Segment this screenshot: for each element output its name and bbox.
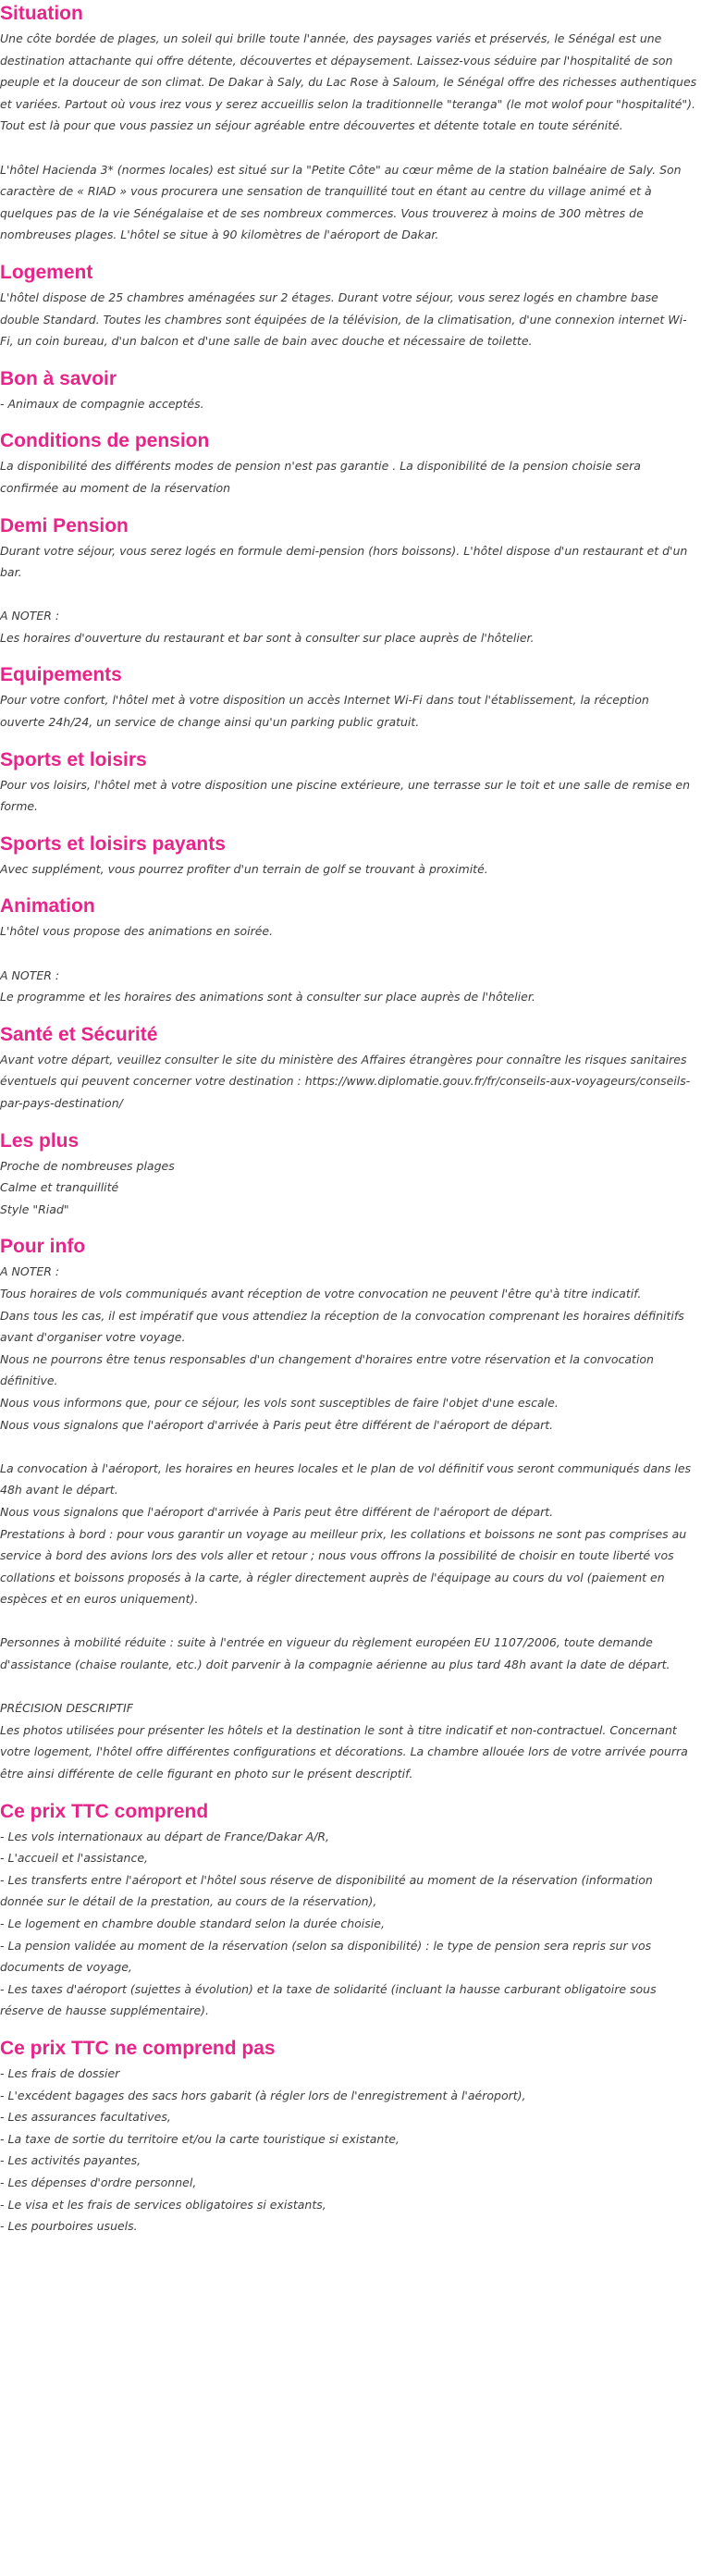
section-body (0, 540, 697, 649)
text-line: - L'excédent bagages des sacs hors gabarit (à régler lors de l'enregistrement à l'aéroport), (0, 2088, 526, 2102)
section-title: Bon à savoir (0, 367, 117, 389)
section-body (0, 1049, 697, 1115)
section-body (0, 287, 697, 352)
text-line: A NOTER : (0, 968, 60, 982)
section-spacer (0, 414, 697, 427)
text-line: - La taxe de sortie du territoire et/ou la carte touristique si existante, (0, 2131, 400, 2146)
section-title: Equipements (0, 664, 122, 686)
text-line: Calme et tranquillité (0, 1180, 119, 1195)
section-title: Ce prix TTC comprend (0, 1800, 209, 1822)
section-demi-pension (0, 512, 697, 662)
section-title: Pour info (0, 1236, 86, 1258)
text-line: - Les vols internationaux au départ de France/Dakar A/R, (0, 1829, 330, 1843)
section-spacer (0, 2022, 697, 2035)
text-line: Pour votre confort, l'hôtel met à votre disposition un accès Internet Wi-Fi dans tout l'établissement, la réception ouverte 24h/24, un service de change ainsi qu'un parking public gratuit. (0, 693, 649, 730)
text-line: Proche de nombreuses plages (0, 1158, 175, 1173)
text-line: Durant votre séjour, vous serez logés en formule demi-pension (hors boissons). L'hôtel dispose d'un restaurant et d'un bar. (0, 543, 688, 580)
section-title: Conditions de pension (0, 430, 210, 452)
section-body (0, 858, 697, 881)
text-line: L'hôtel Hacienda 3* (normes locales) est situé sur la "Petite Côte" au cœur même de la station balnéaire de Saly. Son caractère de « RIAD » vous procurera une sensation de tranquillité tout en étant au centre du village animé et à quelques pas de la vie Sénégalaise et de ses nombreux commerces. Vous trouverez à moins de 300 mètres de nombreuses plages. L'hôtel se situe à 90 kilomètres de l'aéroport de Dakar. (0, 162, 682, 242)
text-line: - Les dépenses d'ordre personnel, (0, 2175, 197, 2189)
section-sports-et-loisirs (0, 746, 697, 831)
text-line: - Les activités payantes, (0, 2153, 141, 2168)
section-situation (0, 0, 697, 259)
section-body (0, 774, 697, 818)
text-line: La convocation à l'aéroport, les horaires en heures locales et le plan de vol définitif vous seront communiqués dans les 48h avant le départ. (0, 1461, 692, 1498)
text-line: - Les frais de dossier (0, 2065, 120, 2080)
section-spacer (0, 1220, 697, 1233)
section-title: Sports et loisirs (0, 748, 147, 770)
section-spacer (0, 1115, 697, 1128)
text-line: - Le logement en chambre double standard selon la durée choisie, (0, 1917, 385, 1930)
section-title: Situation (0, 3, 83, 24)
section-body (0, 920, 697, 1007)
section-title: Santé et Sécurité (0, 1023, 158, 1045)
text-line: Style "Riad" (0, 1202, 69, 1216)
section-spacer (0, 733, 697, 746)
text-line: Les photos utilisées pour présenter les hôtels et la destination le sont à titre indicatif et non-contractuel. Concernant votre logement, l'hôtel offre différentes configurations et décorations. La chambre allouée lors de votre arrivée pourra être ainsi différente de celle figurant en photo sur le présent descriptif. (0, 1722, 688, 1781)
section-body (0, 2063, 697, 2237)
text-line: Nous ne pourrons être tenus responsables d'un changement d'horaires entre votre réservation et la convocation définitive. (0, 1351, 654, 1388)
section-body (0, 689, 697, 733)
text-line: La disponibilité des différents modes de pension n'est pas garantie . La disponibilité de la pension choisie sera confirmée au moment de la réservation (0, 459, 641, 495)
text-line: A NOTER : (0, 609, 60, 623)
text-line: Nous vous informons que, pour ce séjour, les vols sont susceptibles de faire l'objet d'une escale. (0, 1395, 559, 1410)
section-spacer (0, 1008, 697, 1021)
text-line: Nous vous signalons que l'aéroport d'arrivée à Paris peut être différent de l'aéroport de départ. (0, 1504, 554, 1519)
text-line: - Les pourboires usuels. (0, 2219, 138, 2234)
section-equipements (0, 661, 697, 746)
text-line: - Animaux de compagnie acceptés. (0, 396, 204, 411)
spacer (0, 137, 697, 159)
text-line: L'hôtel vous propose des animations en soirée. (0, 924, 274, 939)
spacer (0, 943, 697, 965)
section-spacer (0, 818, 697, 831)
text-line: - Le visa et les frais de services obligatoires si existants, (0, 2197, 326, 2212)
spacer (0, 1436, 697, 1458)
section-sante-et-securite (0, 1021, 697, 1128)
section-body (0, 393, 697, 415)
text-line: Avant votre départ, veuillez consulter le site du ministère des Affaires étrangères pour connaître les risques sanitaires éventuels qui peuvent concerner votre destination : https://www.diplomatie.gouv.fr/fr/conseils-aux-voyageurs/conseils-par-pays-destination/ (0, 1052, 691, 1110)
section-conditions-de-pension (0, 427, 697, 512)
spacer (0, 584, 697, 606)
section-title: Demi Pension (0, 514, 129, 536)
spacer (0, 1610, 697, 1633)
text-line: Dans tous les cas, il est impératif que vous attendiez la réception de la convocation comprenant les horaires définitifs avant d'organiser votre voyage. (0, 1308, 684, 1345)
section-body (0, 455, 697, 499)
text-line: Le programme et les horaires des animations sont à consulter sur place auprès de l'hôtelier. (0, 990, 535, 1005)
section-spacer (0, 880, 697, 893)
section-pour-info (0, 1233, 697, 1797)
text-line: Pour vos loisirs, l'hôtel met à votre disposition une piscine extérieure, une terrasse sur le toit et une salle de remise en forme. (0, 777, 691, 814)
text-line: - Les assurances facultatives, (0, 2110, 171, 2125)
section-title: Les plus (0, 1129, 80, 1152)
text-line: - Les taxes d'aéroport (sujettes à évolution) et la taxe de solidarité (incluant la hausse carburant obligatoire sous réserve de hausse supplémentaire). (0, 1981, 657, 2018)
section-sports-et-loisirs-payants (0, 831, 697, 894)
section-spacer (0, 1785, 697, 1798)
text-line: - Les transferts entre l'aéroport et l'hôtel sous réserve de disponibilité au moment de la réservation (information donnée sur le détail de la prestation, au cours de la réservation), (0, 1872, 653, 1909)
text-line: Avec supplément, vous pourrez profiter d'un terrain de golf se trouvant à proximité. (0, 861, 488, 876)
section-spacer (0, 499, 697, 512)
section-spacer (0, 246, 697, 259)
text-line: Nous vous signalons que l'aéroport d'arrivée à Paris peut être différent de l'aéroport de départ. (0, 1417, 554, 1432)
section-title: Logement (0, 261, 93, 283)
section-title: Animation (0, 895, 95, 918)
text-line: PRÉCISION DESCRIPTIF (0, 1701, 133, 1716)
section-ce-prix-ttc-ne-comprend-pas (0, 2035, 697, 2237)
section-spacer (0, 648, 697, 661)
section-les-plus (0, 1128, 697, 1234)
text-line: Prestations à bord : pour vous garantir un voyage au meilleur prix, les collations et boissons ne sont pas comprises au service à bord des avions lors des vols aller et retour ; nous vous offrons la possibilité de choisir en toute liberté vos collations et boissons proposés à la carte, à régler directement auprès de l'équipage au cours du vol (paiement en espèces et en euros uniquement). (0, 1526, 687, 1607)
section-ce-prix-ttc-comprend (0, 1798, 697, 2035)
section-title: Sports et loisirs payants (0, 832, 226, 855)
section-spacer (0, 352, 697, 365)
text-line: Personnes à mobilité réduite : suite à l'entrée en vigueur du règlement européen EU 1107/2006, toute demande d'assistance (chaise roulante, etc.) doit parvenir à la compagnie aérienne au plus tard 48h avant la date de départ. (0, 1635, 670, 1672)
section-bon-a-savoir (0, 365, 697, 428)
section-animation (0, 893, 697, 1020)
section-body (0, 1826, 697, 2022)
text-line: - L'accueil et l'assistance, (0, 1851, 148, 1866)
text-line: A NOTER : (0, 1264, 60, 1279)
text-line: Tous horaires de vols communiqués avant réception de votre convocation ne peuvent l'être qu'à titre indicatif. (0, 1286, 642, 1300)
section-body (0, 1155, 697, 1221)
section-logement (0, 259, 697, 365)
text-line: Une côte bordée de plages, un soleil qui brille toute l'année, des paysages variés et préservés, le Sénégal est une destination attachante qui offre détente, découvertes et dépaysement. Laissez-vous séduire par l'hospitalité de son peuple et la douceur de son climat. De Dakar à Saly, du Lac Rose à Saloum, le Sénégal offre des richesses authentiques et variées. Partout où vous irez vous y serez accueillis selon la traditionnelle "teranga" (le mot wolof pour "hospitalité"). Tout est là pour que vous passiez un séjour agréable entre découvertes et détente totale en toute sérénité. (0, 31, 697, 133)
section-body (0, 1261, 697, 1784)
text-line: L'hôtel dispose de 25 chambres aménagées sur 2 étages. Durant votre séjour, vous serez logés en chambre base double Standard. Toutes les chambres sont équipées de la télévision, de la climatisation, d'une connexion internet Wi-Fi, un coin bureau, d'un balcon et d'une salle de bain avec douche et nécessaire de toilette. (0, 290, 687, 349)
spacer (0, 1676, 697, 1698)
section-body (0, 28, 697, 246)
text-line: Les horaires d'ouverture du restaurant et bar sont à consulter sur place auprès de l'hôtelier. (0, 630, 535, 645)
section-title: Ce prix TTC ne comprend pas (0, 2037, 276, 2059)
text-line: - La pension validée au moment de la réservation (selon sa disponibilité) : le type de pension sera repris sur vos documents de voyage, (0, 1938, 652, 1975)
